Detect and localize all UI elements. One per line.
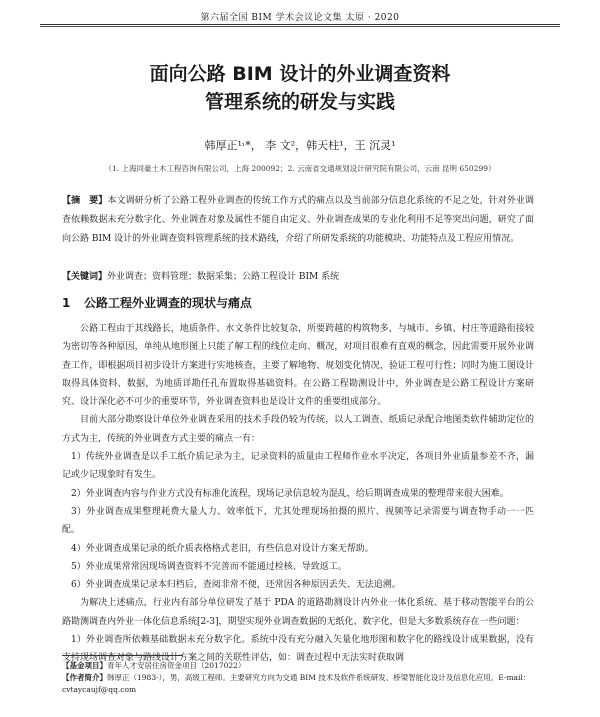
author-list: 韩厚正¹˒*， 李 文²，韩天柱¹，王 沉灵¹ [204, 139, 396, 152]
abstract-text: 本文调研分析了公路工程外业调查的传统工作方式的痛点以及当前部分信息化系统的不足之处，针对外业调查依赖数据未充分数字化、外业调查对象及属性不能自由定义、外业调查成果的专业化利用不足等突出问题，研究了面向公路 BIM 设计的外业调查资料管理系统的技术路线，介绍了所研发系统的功能模块、功能特点及工程应用情况。 [62, 196, 534, 244]
paragraph: 公路工程由于其线路长，地质条件、水文条件比较复杂，所要跨越的构筑物多，与城市、乡镇、村庄等道路衔接较为密切等各种原因，单纯从地形图上只能了解工程的线位走向、概况，对项目很难有直观的概念，因此需要开展外业调查工作，即根据项目初步设计方案进行实地核查，主要了解地物、规划变化情况，验证工程可行性；同时为施工图设计取得具体资料、数据，为地质详勘任孔布置取得基础资料。在公路工程勘测设计中，外业调查是公路工程设计方案研究、设计深化必不可少的重要环节，外业调查资料也是设计文件的重要组成部分。 [62, 324, 534, 408]
title-line-1: 面向公路 BIM 设计的外业调查资料 [149, 63, 451, 85]
section-number: 1 [62, 296, 71, 310]
fund-note [62, 660, 534, 672]
header-rule [40, 24, 560, 25]
title-line-2: 管理系统的研发与实践 [204, 91, 395, 113]
paper-title [60, 60, 540, 116]
list-item: 5）外业成果常常因现场调查资料不完善而不能通过检核、导致返工。 [71, 561, 347, 572]
keywords-label: 【关键词】 [62, 272, 108, 282]
paragraph: 为解决上述痛点，行业内有部分单位研发了基于 PDA 的道路勘测设计内外业一体化系统、基于移动智能平台的公路勘测调查内外业一体化信息系统[2-3]，期望实现外业调查数据的无纸化、数字化，但是大多数系统存在一些问题： [62, 598, 534, 627]
fund-label: 【基金项目】 [62, 661, 107, 670]
fund-text: 青年人才安居住房资金项目（2017022） [107, 661, 246, 670]
author-bio-text: 韩厚正（1983-），男，高级工程师。主要研究方向为交通 BIM 技术及软件系统研发、桥梁智能化设计及信息化应用。E-mail： [107, 673, 531, 682]
abstract-label: 【摘 要】 [62, 196, 108, 206]
list-item: 1）外业调查所依赖基础数据未充分数字化。系统中没有充分融入矢量化地形图和数字化的路线设计成果数据，没有支持现场调查对象与路线设计方案之间的关联性评估，如：调查过程中无法实时获取调 [62, 635, 534, 664]
list-item: 4）外业调查成果记录的纸介质表格格式老旧，有些信息对设计方案无帮助。 [71, 543, 374, 554]
body-text [62, 320, 534, 668]
footnote-rule [62, 655, 182, 656]
keywords-text: 外业调查；资料管理；数据采集；公路工程设计 BIM 系统 [107, 272, 340, 282]
list-item: 2）外业调查内容与作业方式没有标准化流程，现场记录信息较为混乱，给后期调查成果的整理带来很大困难。 [71, 488, 509, 499]
section-title: 公路工程外业调查的现状与痛点 [84, 296, 253, 310]
list-item: 3）外业调查成果整理耗费大量人力、效率低下，尤其处理现场拍摄的照片、视频等记录需要与调查物手动一一匹配。 [62, 506, 534, 536]
running-head: 第六届全国 BIM 学术会议论文集 太原 · 2020 [200, 13, 400, 23]
keywords [62, 270, 534, 284]
section-heading [62, 294, 534, 311]
affiliation: （1. 上海同豪土木工程咨询有限公司，上海 200092；2. 云南省交通规划设计研究院有限公司，云南 昆明 650299） [104, 164, 496, 173]
header-rule-thin [40, 26, 560, 27]
author-bio [62, 672, 534, 684]
list-item: 6）外业调查成果记录本归档后，查阅非常不便，还常因各种原因丢失、无法追溯。 [71, 580, 401, 591]
author-bio-label: 【作者简介】 [62, 673, 107, 682]
abstract [62, 192, 534, 249]
paragraph: 目前大部分勘察设计单位外业调查采用的技术手段仍较为传统，以人工调查、纸质记录配合地图类软件辅助定位的方式为主，传统的外业调查方式主要的痛点一有： [62, 415, 534, 444]
footnote [62, 660, 534, 696]
list-item: 1）传统外业调查是以手工纸介质记录为主，记录资料的质量由工程师作业水平决定，各项目外业质量参差不齐，漏记或少记现象时有发生。 [62, 452, 534, 481]
author-email[interactable]: cvtaycaujf@qq.com [62, 685, 137, 694]
